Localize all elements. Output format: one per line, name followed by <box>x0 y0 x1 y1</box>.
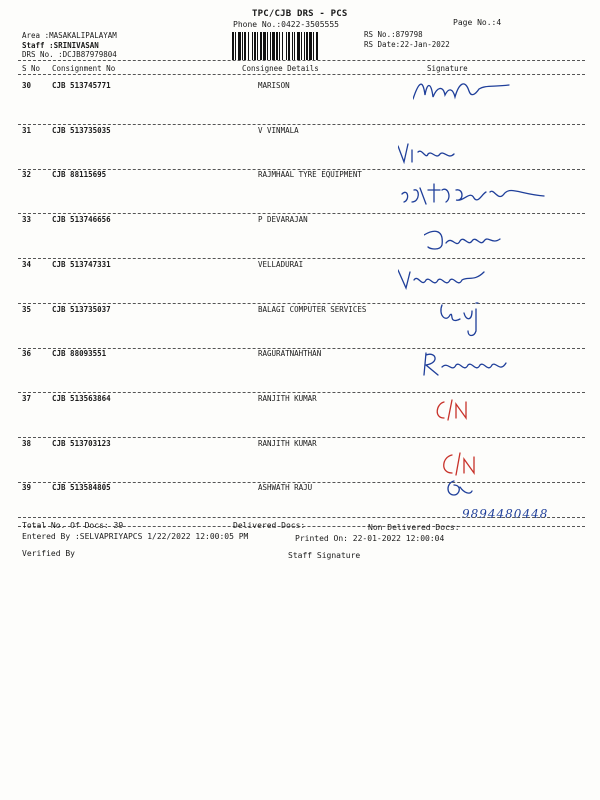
non-delivered-docs: Non Delivered Docs: <box>368 523 460 532</box>
row-consignment-number: CJB 513563864 <box>52 393 111 403</box>
verified-by: Verified By <box>22 549 75 558</box>
row-serial-number: 37 <box>22 393 32 403</box>
drs-number: DRS No. :DCJB87979804 <box>22 50 117 59</box>
row-consignee-name: V VINMALA <box>258 125 299 135</box>
handwritten-signature <box>422 351 512 379</box>
row-consignment-number: CJB 513584805 <box>52 483 111 493</box>
handwritten-signature <box>434 398 474 424</box>
row-consignment-number: CJB 513746656 <box>52 215 111 225</box>
area-label: Area :MASAKALIPALAYAM <box>22 31 117 40</box>
staff-label: Staff :SRINIVASAN <box>22 41 99 50</box>
rs-number: RS No.:879798 <box>364 30 423 39</box>
delivered-docs: Delivered Docs: <box>233 521 306 530</box>
row-consignment-number: CJB 513735037 <box>52 304 111 314</box>
staff-signature-label: Staff Signature <box>288 551 361 560</box>
row-serial-number: 33 <box>22 215 32 225</box>
row-consignment-number: CJB 88115695 <box>52 170 107 180</box>
divider <box>18 60 585 61</box>
row-consignee-name: ASHWATH RAJU <box>258 483 313 493</box>
row-consignee-name: VELLADURAI <box>258 259 304 269</box>
handwritten-signature <box>438 301 488 341</box>
col-header-consignee: Consignee Details <box>242 64 319 73</box>
handwritten-signature <box>400 180 550 208</box>
row-serial-number: 35 <box>22 304 32 314</box>
printed-on: Printed On: 22-01-2022 12:00:04 <box>295 534 445 543</box>
row-consignee-name: BALAGI COMPUTER SERVICES <box>258 304 367 314</box>
report-title: TPC/CJB DRS - PCS <box>252 9 348 19</box>
col-header-sno: S No <box>22 64 41 73</box>
divider <box>18 517 585 518</box>
handwritten-signature <box>398 140 458 166</box>
row-consignment-number: CJB 88093551 <box>52 349 107 359</box>
row-serial-number: 34 <box>22 259 32 269</box>
barcode <box>232 32 354 60</box>
handwritten-signature <box>413 77 513 107</box>
col-header-signature: Signature <box>427 64 468 73</box>
entered-by: Entered By :SELVAPRIYAPCS 1/22/2022 12:00:05 PM <box>22 532 249 541</box>
row-serial-number: 32 <box>22 170 32 180</box>
row-consignment-number: CJB 513735035 <box>52 125 111 135</box>
row-consignee-name: RAGURATNAHTHAN <box>258 349 322 359</box>
rs-date: RS Date:22-Jan-2022 <box>364 40 450 49</box>
phone-number: Phone No.:0422-3505555 <box>233 20 339 29</box>
row-consignee-name: MARISON <box>258 81 290 90</box>
total-docs: Total No. Of Docs: 39 <box>22 521 124 530</box>
row-consignment-number: CJB 513703123 <box>52 438 111 448</box>
row-serial-number: 39 <box>22 483 32 493</box>
row-serial-number: 31 <box>22 125 32 135</box>
row-serial-number: 36 <box>22 349 32 359</box>
row-consignee-name: RANJITH KUMAR <box>258 438 317 448</box>
divider <box>18 74 585 75</box>
row-consignment-number: CJB 513747331 <box>52 259 111 269</box>
row-serial-number: 30 <box>22 81 32 90</box>
handwritten-signature <box>398 266 488 294</box>
row-consignee-name: RANJITH KUMAR <box>258 393 317 403</box>
signature-phone-number: 9894480448 <box>462 507 549 522</box>
row-consignee-name: RAJMHAAL TYRE EQUIPMENT <box>258 170 362 180</box>
handwritten-signature <box>424 225 504 253</box>
row-consignment-number: CJB 513745771 <box>52 81 111 90</box>
row-serial-number: 38 <box>22 438 32 448</box>
handwritten-signature <box>446 477 482 507</box>
row-consignee-name: P DEVARAJAN <box>258 215 308 225</box>
col-header-consignment: Consignment No <box>52 64 116 73</box>
handwritten-signature <box>440 451 484 479</box>
page-number: Page No.:4 <box>453 18 502 27</box>
